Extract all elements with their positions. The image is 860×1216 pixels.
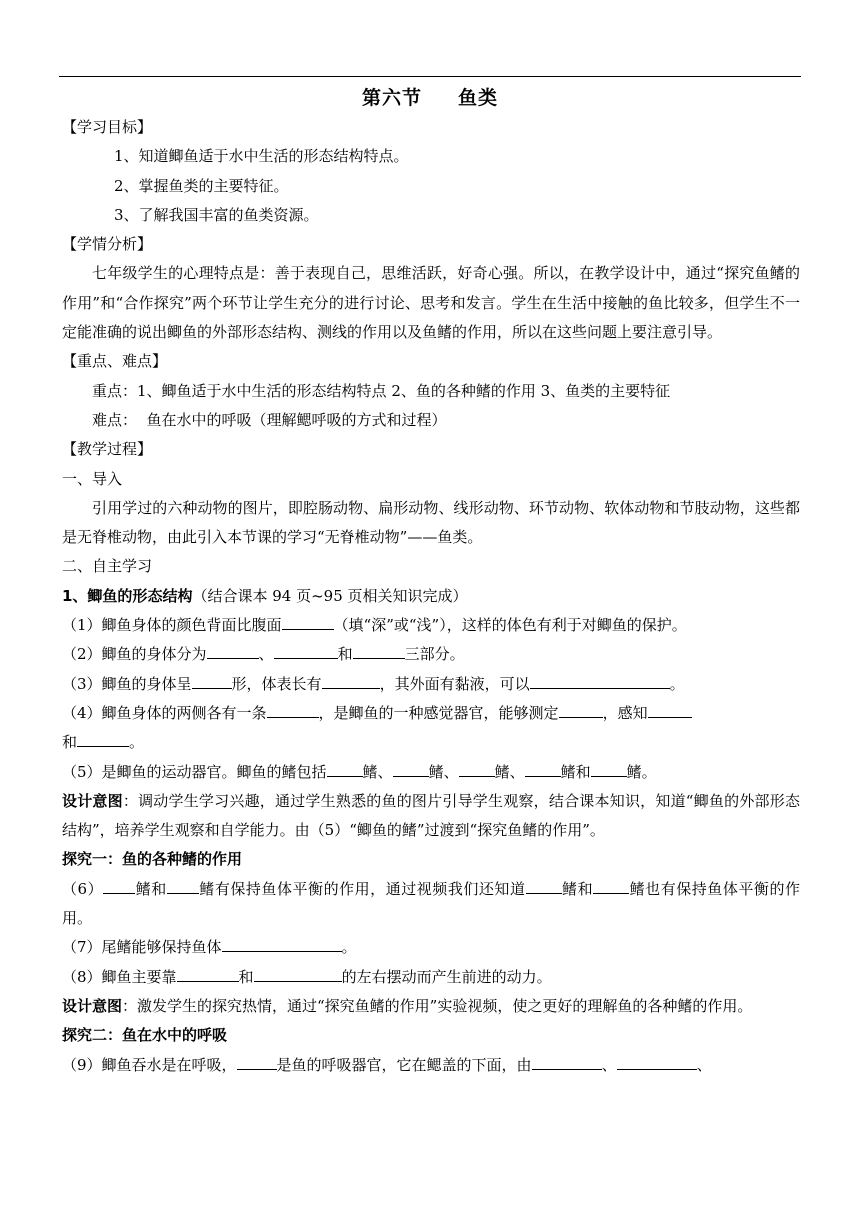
answer-blank: [525, 762, 561, 777]
intro-text: 引用学过的六种动物的图片，即腔肠动物、扁形动物、线形动物、环节动物、软体动物和节肢动物，这些都是无脊椎动物，由此引入本节课的学习“无脊椎动物”——鱼类。: [62, 498, 800, 547]
intro-heading: 一、导入: [62, 469, 123, 488]
answer-blank: [593, 879, 629, 894]
answer-blank: [526, 879, 562, 894]
answer-blank: [177, 967, 239, 982]
answer-blank: [167, 879, 199, 894]
question-8: （8）鲫鱼主要靠 和 的左右摆动而产生前进的动力。: [62, 967, 552, 986]
question-1: （1）鲫鱼身体的颜色背面比腹面 （填“深”或“浅”），这样的体色有利于对鲫鱼的保护。: [62, 616, 687, 635]
objective-item: 3、了解我国丰富的鱼类资源。: [114, 205, 319, 224]
answer-blank: [532, 1055, 602, 1070]
document-body: [62, 113, 800, 1080]
design-intent-1: 设计意图：调动学生学习兴趣，通过学生熟悉的鱼的图片引导学生观察，结合课本知识，知道“鲫鱼的外部形态结构”，培养学生观察和自学能力。由（5）“鲫鱼的鳍”过渡到“探究鱼鳍的作用”。: [62, 791, 800, 840]
objective-item: 1、知道鲫鱼适于水中生活的形态结构特点。: [114, 147, 409, 166]
key-points: 重点：1、鲫鱼适于水中生活的形态结构特点 2、鱼的各种鳍的作用 3、鱼类的主要特征: [92, 381, 671, 400]
section-1-title: 1、鲫鱼的形态结构: [62, 586, 193, 605]
difficult-points: 难点： 鱼在水中的呼吸（理解鳃呼吸的方式和过程）: [92, 410, 447, 429]
analysis-heading: 【学情分析】: [62, 235, 153, 254]
answer-blank: [559, 703, 603, 718]
answer-blank: [282, 615, 334, 630]
question-2: （2）鲫鱼的身体分为 、 和 三部分。: [62, 645, 465, 664]
objective-item: 2、掌握鱼类的主要特征。: [114, 176, 289, 195]
objectives-heading: 【学习目标】: [62, 118, 153, 136]
answer-blank: [274, 644, 338, 659]
question-4-cont: 和 。: [62, 733, 145, 752]
answer-blank: [530, 674, 670, 689]
explore-1-heading: 探究一：鱼的各种鳍的作用: [62, 850, 243, 869]
analysis-text: 七年级学生的心理特点是：善于表现自己，思维活跃，好奇心强。所以，在教学设计中，通过“探究鱼鳍的作用”和“合作探究”两个环节让学生充分的进行讨论、思考和发言。学生在生活中接触的鱼比较多，但学生不一定能准确的说出鲫鱼的外部形态结构、测线的作用以及鱼鳍的作用，所以在这些问题上要注意引导。: [62, 264, 800, 342]
section-1-heading: [62, 582, 800, 611]
design-intent-2: 设计意图：激发学生的探究热情，通过“探究鱼鳍的作用”实验视频，使之更好的理解鱼的各种鳍的作用。: [62, 996, 753, 1015]
self-study-heading: 二、自主学习: [62, 557, 153, 576]
answer-blank: [353, 644, 405, 659]
question-4: （4）鲫鱼身体的两侧各有一条 ，是鲫鱼的一种感觉器官，能够测定 ，感知: [62, 699, 800, 728]
section-1-note: （结合课本 94 页~95 页相关知识完成）: [192, 586, 468, 605]
question-7: （7）尾鳍能够保持鱼体 。: [62, 938, 357, 957]
answer-blank: [648, 703, 692, 718]
answer-blank: [459, 762, 495, 777]
question-9: （9）鲫鱼吞水是在呼吸， 是鱼的呼吸器官，它在鳃盖的下面，由 、 、: [62, 1055, 712, 1074]
answer-blank: [77, 732, 129, 747]
answer-blank: [207, 644, 259, 659]
answer-blank: [393, 762, 429, 777]
keypoints-heading: 【重点、难点】: [62, 352, 168, 371]
answer-blank: [591, 762, 627, 777]
design-label: 设计意图: [62, 996, 123, 1015]
question-3: （3）鲫鱼的身体呈 形，体表长有 ，其外面有黏液，可以 。: [62, 674, 685, 693]
answer-blank: [222, 937, 342, 952]
title-section: 第六节: [361, 87, 422, 109]
header-rule: [59, 76, 801, 77]
design-label: 设计意图: [62, 791, 123, 810]
process-heading: 【教学过程】: [62, 440, 153, 459]
answer-blank: [327, 762, 363, 777]
explore-2-heading: 探究二：鱼在水中的呼吸: [62, 1026, 228, 1045]
answer-blank: [192, 674, 232, 689]
page-title: [0, 83, 860, 110]
question-5: （5）是鲫鱼的运动器官。鲫鱼的鳍包括 鳍、 鳍、 鳍、 鳍和 鳍。: [62, 762, 657, 781]
answer-blank: [322, 674, 380, 689]
answer-blank: [254, 967, 342, 982]
answer-blank: [617, 1055, 697, 1070]
answer-blank: [237, 1055, 277, 1070]
title-topic: 鱼类: [458, 87, 499, 109]
question-6: （6） 鳍和 鳍有保持鱼体平衡的作用，通过视频我们还知道 鳍和 鳍也有保持鱼体平衡的作用。: [62, 879, 800, 928]
answer-blank: [267, 703, 319, 718]
answer-blank: [103, 879, 135, 894]
